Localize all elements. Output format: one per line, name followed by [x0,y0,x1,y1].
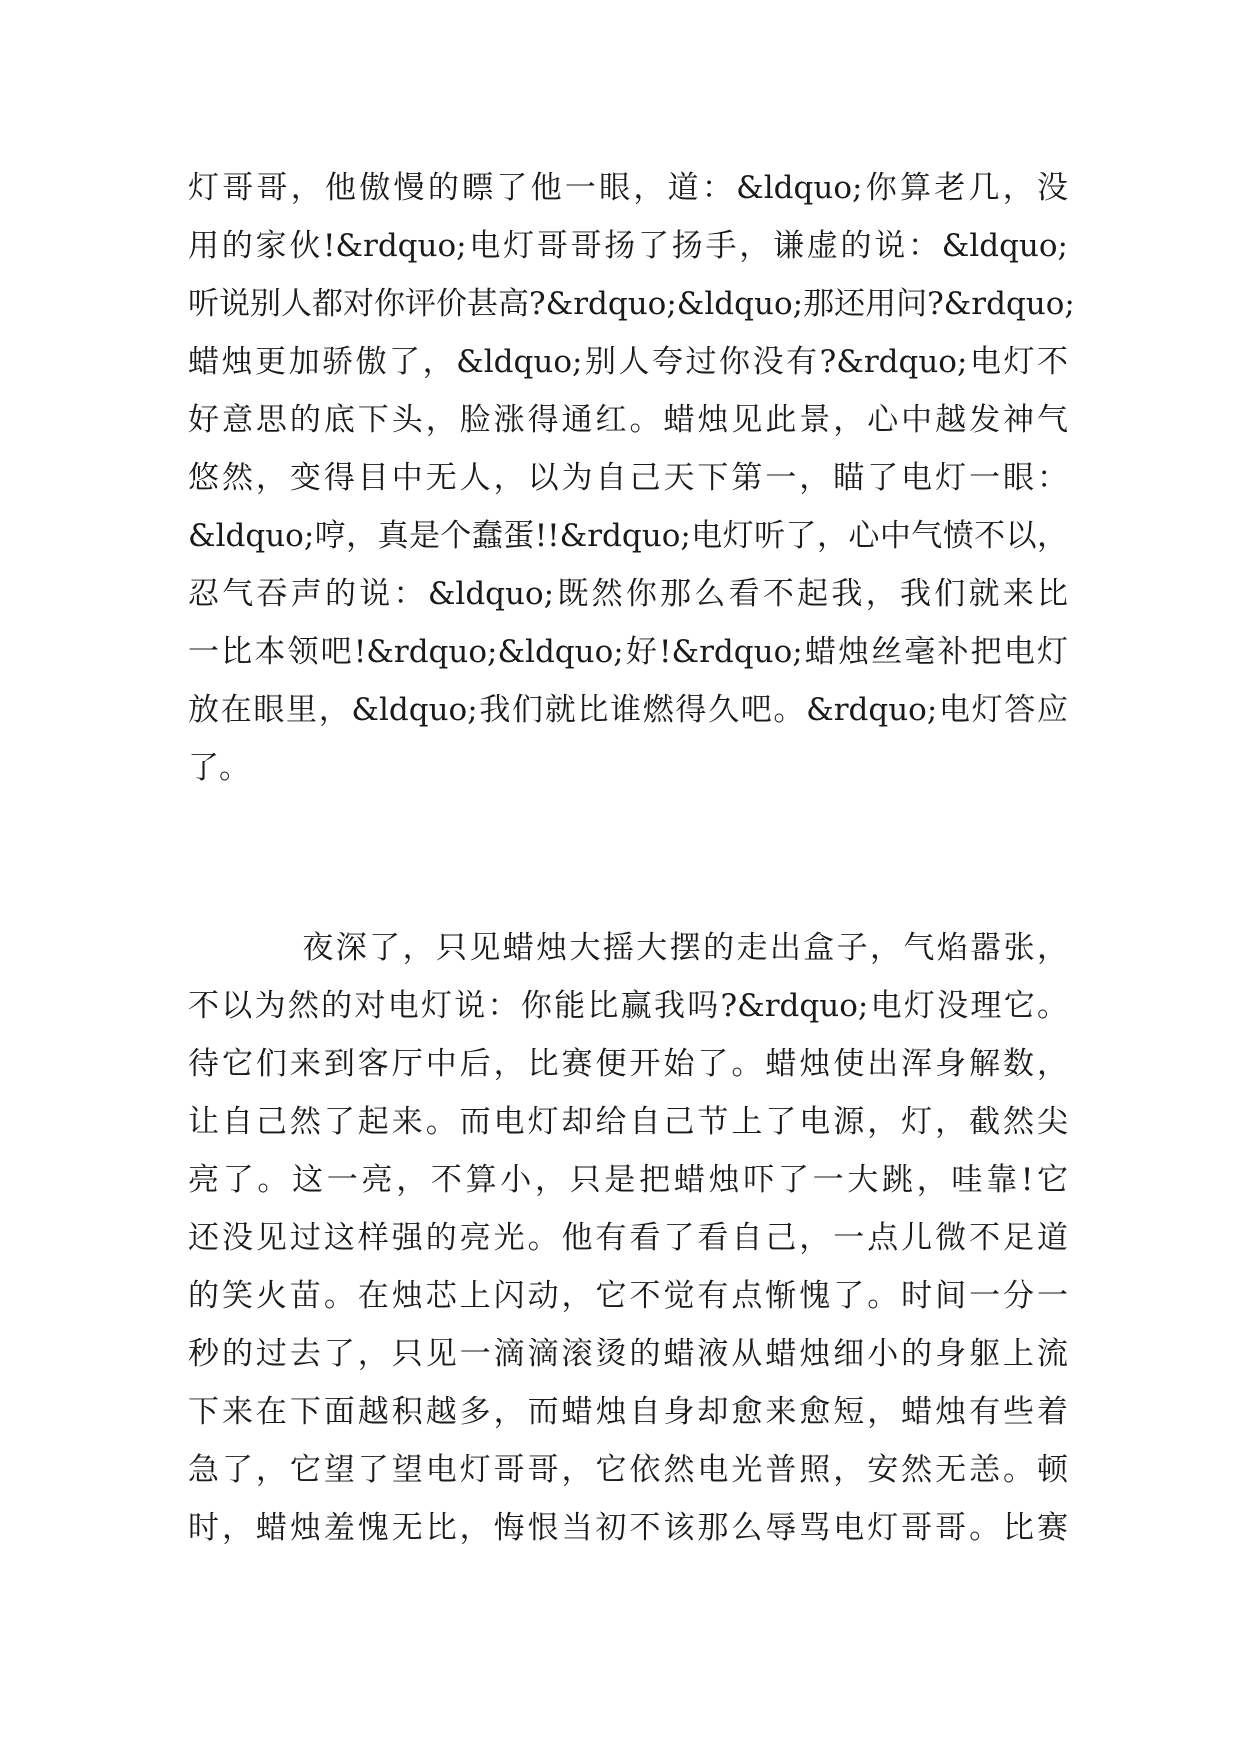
paragraph-1 [188,159,1075,797]
text-line: 待它们来到客厅中后，比赛便开始了。蜡烛使出浑身解数， [188,1046,1068,1082]
text-line-indented [188,919,1068,977]
text-line: &ldquo;哼，真是个蠢蛋!!&rdquo;电灯听了，心中气愤不以， [188,518,1068,554]
text-line: 亮了。这一亮，不算小，只是把蜡烛吓了一大跳，哇靠!它 [188,1162,1068,1198]
paragraph-2 [188,919,1068,1557]
text-line: 不以为然的对电灯说：你能比赢我吗?&rdquo;电灯没理它。 [188,988,1068,1024]
text-line: 好意思的底下头，脸涨得通红。蜡烛见此景，心中越发神气 [188,402,1068,438]
text-line: 下来在下面越积越多，而蜡烛自身却愈来愈短，蜡烛有些着 [188,1394,1068,1430]
text-line: 放在眼里，&ldquo;我们就比谁燃得久吧。&rdquo;电灯答应 [188,692,1068,728]
text-line: 一比本领吧!&rdquo;&ldquo;好!&rdquo;蜡烛丝毫补把电灯 [188,634,1068,670]
text-line: 忍气吞声的说：&ldquo;既然你那么看不起我，我们就来比 [188,576,1068,612]
text-line: 还没见过这样强的亮光。他有看了看自己，一点儿微不足道 [188,1220,1068,1256]
text-line: 急了，它望了望电灯哥哥，它依然电光普照，安然无恙。顿 [188,1452,1068,1488]
text-line: 悠然，变得目中无人，以为自己天下第一，瞄了电灯一眼： [188,460,1068,496]
text-line: 蜡烛更加骄傲了，&ldquo;别人夸过你没有?&rdquo;电灯不 [188,344,1068,380]
text-line: 时，蜡烛羞愧无比，悔恨当初不该那么辱骂电灯哥哥。比赛 [188,1510,1068,1546]
text-line: 听说别人都对你评价甚高?&rdquo;&ldquo;那还用问?&rdquo; [188,286,1075,322]
text-line-content: 夜深了，只见蜡烛大摇大摆的走出盒子，气焰嚣张， [300,930,1068,966]
text-line: 秒的过去了，只见一滴滴滚烫的蜡液从蜡烛细小的身躯上流 [188,1336,1068,1372]
text-line: 的笑火苗。在烛芯上闪动，它不觉有点惭愧了。时间一分一 [188,1278,1068,1314]
text-line: 灯哥哥，他傲慢的瞟了他一眼，道：&ldquo;你算老几，没 [188,170,1068,206]
text-line: 让自己然了起来。而电灯却给自己节上了电源，灯，截然尖 [188,1104,1068,1140]
text-line: 了。 [188,750,250,786]
text-line: 用的家伙!&rdquo;电灯哥哥扬了扬手，谦虚的说：&ldquo; [188,228,1068,264]
